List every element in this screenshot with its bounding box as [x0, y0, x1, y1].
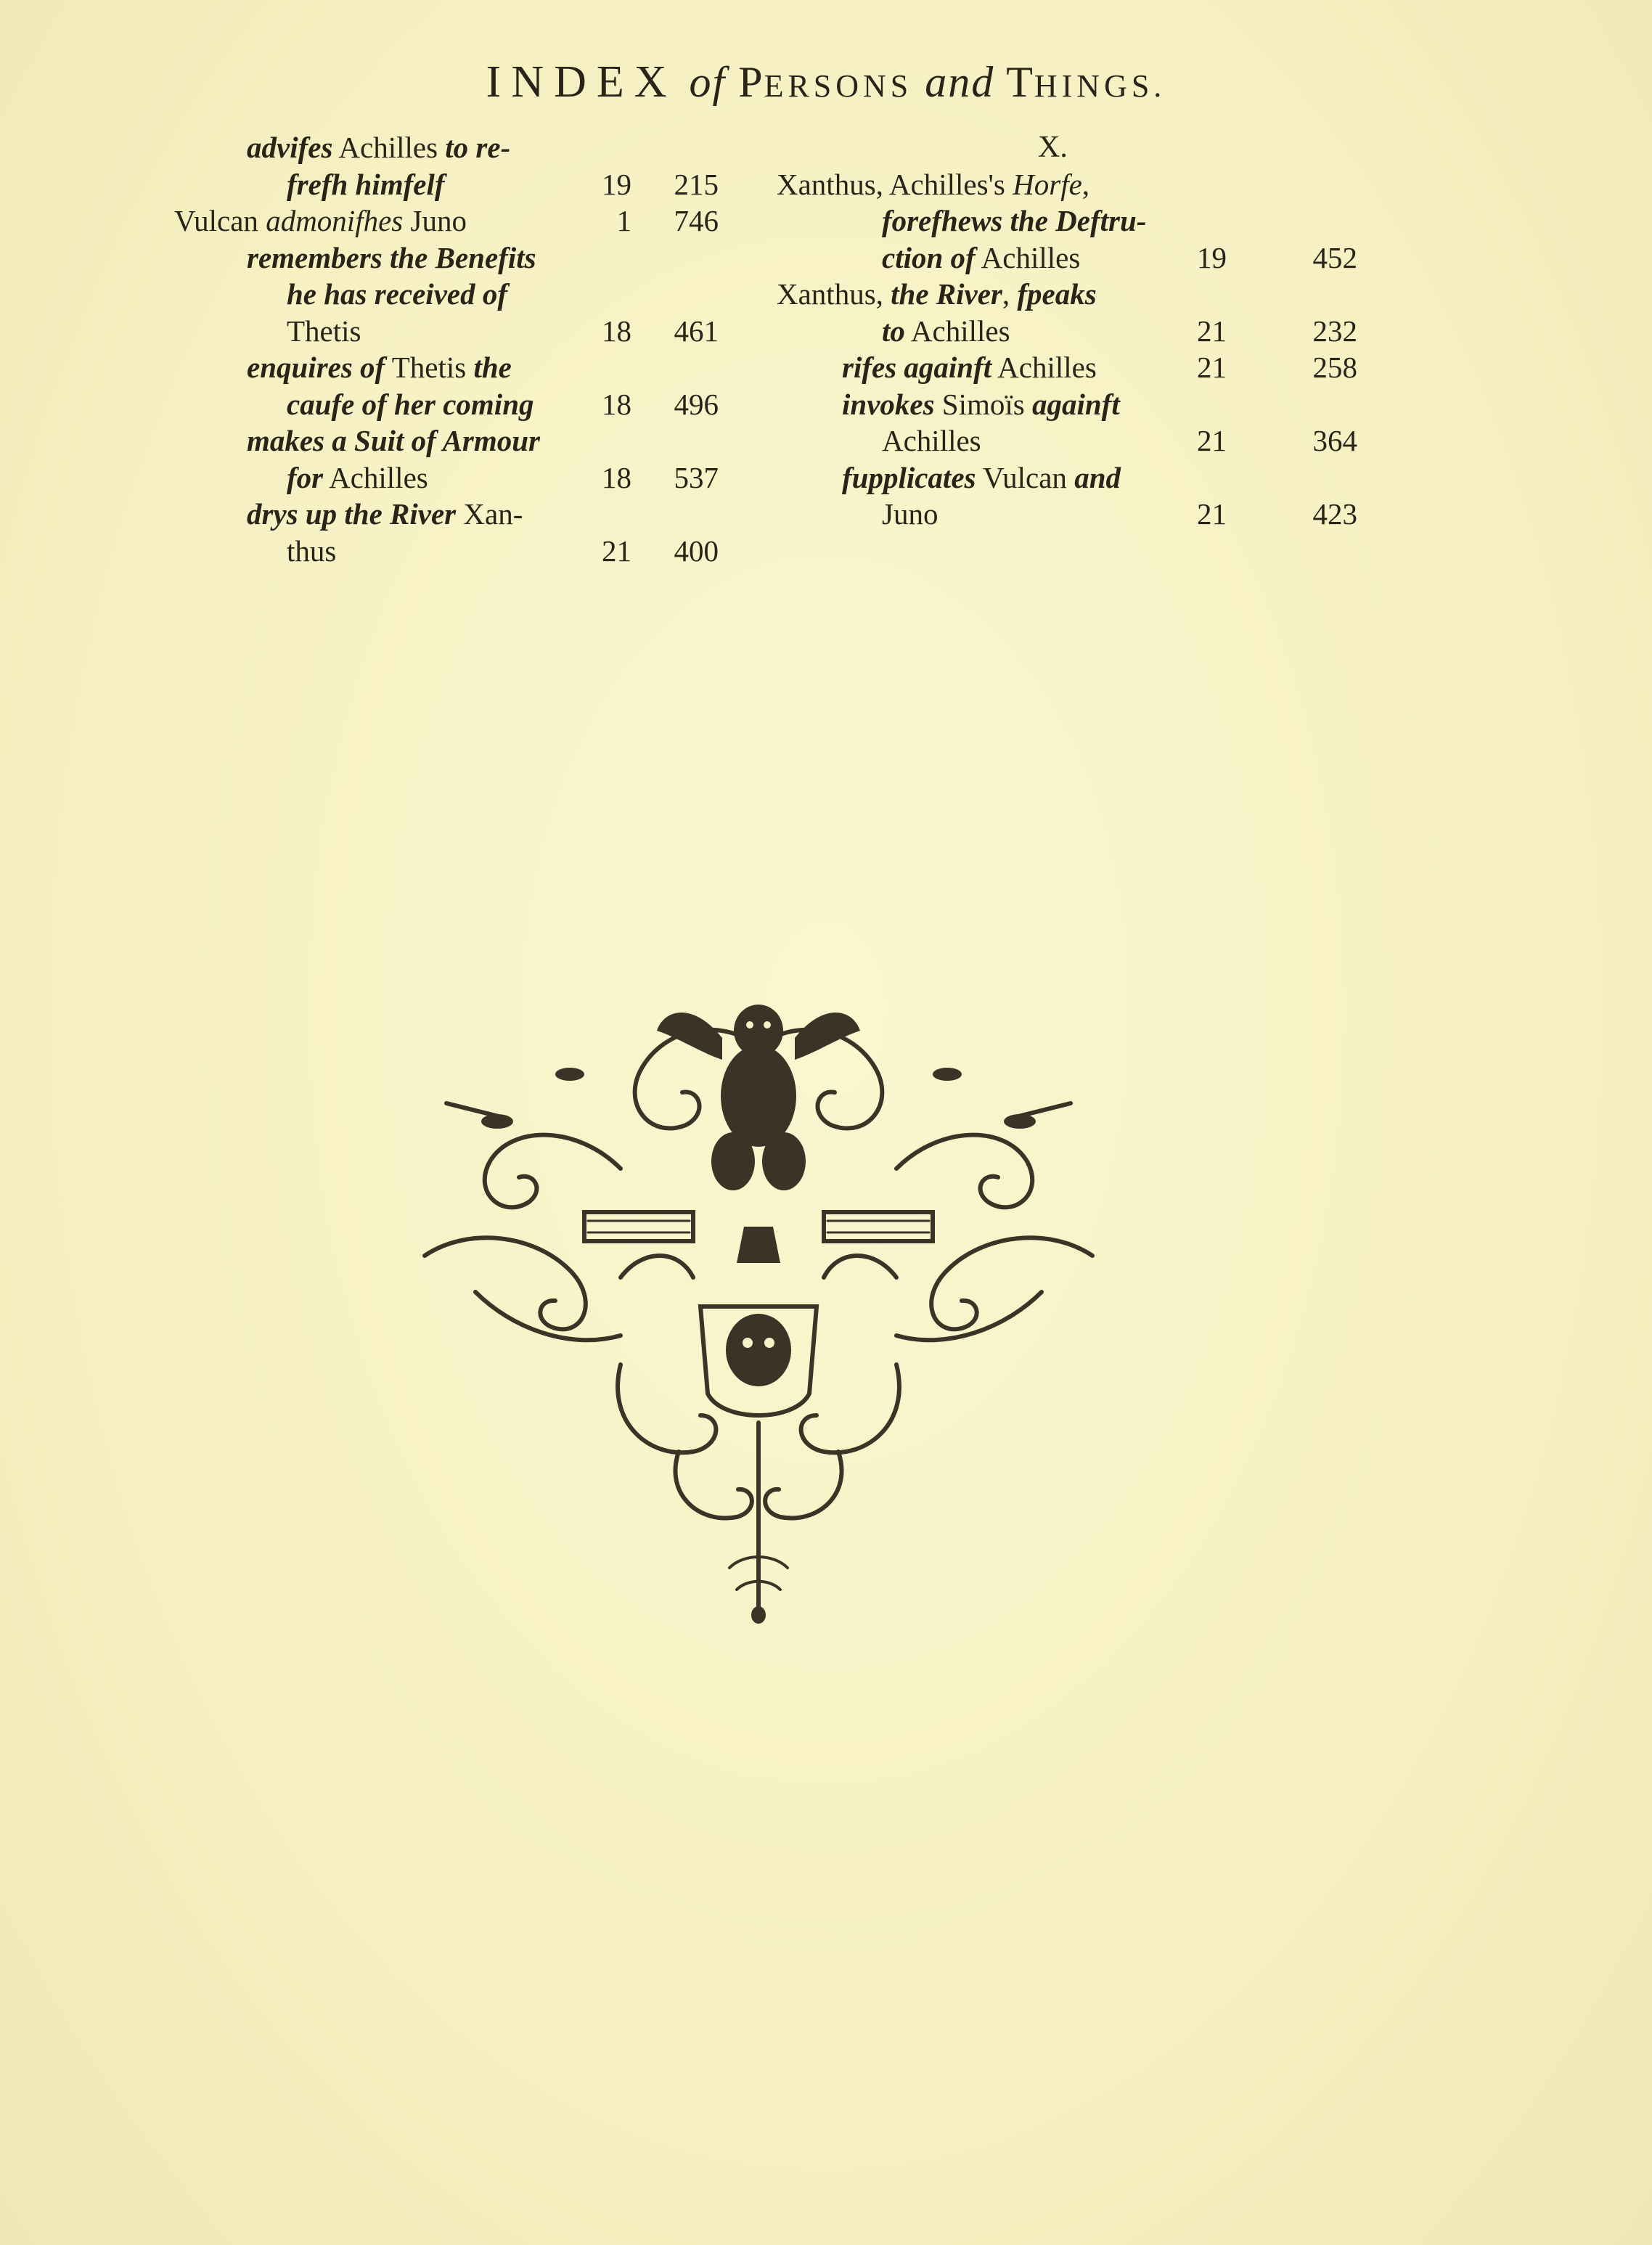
book-number: 21 — [1197, 314, 1227, 348]
page-number: 215 — [674, 167, 719, 201]
index-entry-row — [769, 276, 1365, 313]
index-entry-row — [174, 276, 755, 313]
entry-text-run: Thetis — [287, 314, 361, 348]
index-entry-row — [769, 166, 1365, 203]
entry-text-run: Simoïs — [934, 387, 1032, 421]
index-entry-row — [174, 129, 755, 166]
index-entry-row — [174, 459, 755, 496]
index-entry-text — [842, 386, 1120, 423]
entry-text-run: Vulcan — [976, 460, 1075, 494]
title-things-rest: HINGS. — [1034, 68, 1166, 104]
index-entry-text — [247, 349, 512, 386]
page-number: 232 — [1312, 314, 1357, 348]
book-number: 21 — [1197, 351, 1227, 384]
index-entry-row — [174, 496, 755, 533]
index-entry-text — [882, 496, 938, 533]
index-entry-row — [174, 313, 755, 350]
entry-text-run: Achilles — [991, 351, 1097, 384]
index-entry-text — [882, 313, 1010, 350]
entry-text-run: rifes againft — [842, 351, 992, 384]
entry-text-run: the — [473, 351, 512, 384]
page-number: 496 — [674, 387, 719, 421]
entry-text-run: Achilles — [882, 424, 981, 457]
index-entry-text — [287, 313, 361, 350]
index-entry-text — [287, 533, 336, 570]
entry-text-run: Vulcan — [174, 204, 266, 237]
index-column-left — [174, 129, 755, 569]
book-number: 18 — [602, 314, 631, 348]
entry-text-run: Xan- — [456, 497, 523, 531]
entry-text-run: makes a Suit of Armour — [247, 424, 541, 457]
index-entry-text — [777, 166, 1089, 203]
entry-text-run: Achilles — [904, 314, 1010, 348]
index-entry-text — [882, 422, 981, 459]
entry-text-run: and — [1074, 460, 1121, 494]
entry-text-run: Achilles — [323, 460, 428, 494]
entry-text-run: to — [882, 314, 905, 348]
index-entry-row — [174, 533, 755, 570]
entry-text-run: enquires of — [247, 351, 385, 384]
page-number: 364 — [1312, 424, 1357, 457]
index-entry-text — [882, 203, 1146, 240]
book-number: 1 — [616, 204, 631, 237]
entry-text-run: Juno — [403, 204, 467, 237]
book-number: 18 — [602, 460, 631, 494]
index-entry-text — [287, 276, 507, 313]
title-of: of — [689, 58, 727, 106]
title-things-cap: T — [1006, 58, 1034, 106]
page-number: 452 — [1312, 240, 1357, 274]
entry-text-run: the River — [891, 277, 1002, 311]
title-persons — [738, 58, 912, 106]
index-entry-row — [769, 203, 1365, 240]
index-entry-text — [174, 203, 467, 240]
index-entry-row — [769, 386, 1365, 423]
index-column-right — [769, 129, 1365, 533]
book-number: 21 — [1197, 497, 1227, 531]
title-persons-rest: ERSONS — [764, 68, 913, 104]
entry-text-run: advifes — [247, 131, 333, 164]
index-entry-text — [882, 240, 1080, 277]
index-entry-row — [769, 240, 1365, 277]
title-persons-cap: P — [738, 58, 764, 106]
page-number: 423 — [1312, 497, 1357, 531]
index-entry-row — [174, 240, 755, 277]
entry-text-run: fupplicates — [842, 460, 976, 494]
entry-text-run: caufe of her coming — [287, 387, 534, 421]
book-number: 19 — [602, 167, 631, 201]
entry-text-run: invokes — [842, 387, 935, 421]
index-entry-row — [769, 129, 1365, 166]
book-number: 21 — [602, 533, 631, 568]
entry-text-run: Xanthus, Achilles's — [777, 167, 1013, 201]
entry-text-run: drys up the River — [247, 497, 457, 531]
entry-text-run: , — [1002, 277, 1018, 311]
entry-text-run: thus — [287, 533, 337, 568]
index-entry-text — [287, 386, 534, 423]
index-entry-text — [287, 166, 445, 203]
page-title — [0, 57, 1652, 108]
index-entry-row — [769, 349, 1365, 386]
index-entry-text — [842, 349, 1097, 386]
entry-text-run: ction of — [882, 240, 976, 274]
entry-text-run: Thetis — [385, 351, 474, 384]
title-index: INDEX — [486, 57, 677, 107]
index-entry-row — [174, 166, 755, 203]
title-things — [1006, 58, 1166, 106]
entry-text-run: Achilles — [332, 131, 446, 164]
entry-text-run: againft — [1031, 387, 1120, 421]
entry-text-run: Achilles — [975, 240, 1081, 274]
page-number: 461 — [674, 314, 719, 348]
entry-text-run: he has received of — [287, 277, 507, 311]
index-entry-row — [174, 349, 755, 386]
index-entry-text — [247, 422, 540, 459]
index-entry-text — [287, 459, 428, 496]
index-entry-row — [174, 422, 755, 459]
section-letter: X. — [1038, 131, 1068, 164]
entry-text-run: to re- — [445, 131, 511, 164]
decorative-tailpiece-ornament — [403, 987, 1114, 1626]
entry-text-run: remembers the Benefits — [247, 240, 536, 274]
entry-text-run: fpeaks — [1017, 277, 1097, 311]
page-number: 746 — [674, 204, 719, 237]
page-number: 400 — [674, 533, 719, 568]
entry-text-run: Xanthus, — [777, 277, 891, 311]
entry-text-run: , — [1081, 167, 1090, 201]
index-entry-text — [247, 129, 510, 166]
book-number: 19 — [1197, 240, 1227, 274]
entry-text-run: for — [287, 460, 324, 494]
book-number: 18 — [602, 387, 631, 421]
title-and: and — [925, 58, 995, 106]
index-entry-text — [777, 276, 1097, 313]
index-entry-row — [769, 496, 1365, 533]
entry-text-run: forefhews the Deftru- — [882, 204, 1147, 237]
index-entry-text — [247, 240, 536, 277]
page-number: 258 — [1312, 351, 1357, 384]
index-entry-text — [247, 496, 523, 533]
index-entry-row — [769, 422, 1365, 459]
index-entry-row — [769, 313, 1365, 350]
index-entry-text — [842, 459, 1121, 496]
index-entry-row — [174, 386, 755, 423]
page-number: 537 — [674, 460, 719, 494]
book-number: 21 — [1197, 424, 1227, 457]
entry-text-run: Juno — [882, 497, 939, 531]
index-entry-row — [174, 203, 755, 240]
index-entry-row — [769, 459, 1365, 496]
entry-text-run: admonifhes — [266, 204, 404, 237]
entry-text-run: Horfe — [1013, 167, 1082, 201]
entry-text-run: frefh himfelf — [287, 167, 445, 201]
